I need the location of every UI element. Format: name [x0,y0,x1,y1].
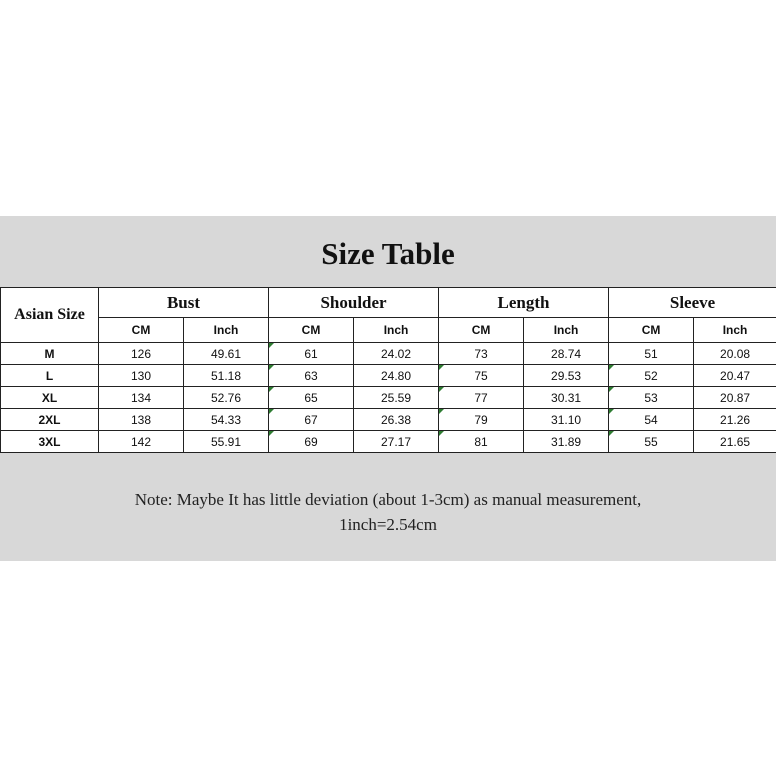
table-cell: 61 [269,343,354,365]
unit-header-row [1,318,776,343]
table-cell: 30.31 [524,387,609,409]
table-cell: 26.38 [354,409,439,431]
table-cell: 55.91 [184,431,269,453]
table-row [1,387,776,409]
page-title: Size Table [321,236,455,271]
unit-header-cm: CM [609,318,694,343]
unit-header-inch: Inch [354,318,439,343]
table-cell: 138 [99,409,184,431]
size-cell: M [1,343,99,365]
size-cell: 3XL [1,431,99,453]
table-cell: 25.59 [354,387,439,409]
note-line: Note: Maybe It has little deviation (about 1-3cm) as manual measurement, [134,490,642,509]
table-cell: 51.18 [184,365,269,387]
table-cell: 24.80 [354,365,439,387]
asian-size-header: Asian Size [1,288,99,343]
table-cell: 31.10 [524,409,609,431]
size-table [0,287,776,453]
table-cell: 54.33 [184,409,269,431]
table-cell: 28.74 [524,343,609,365]
table-cell: 130 [99,365,184,387]
length-header: Length [439,288,609,318]
table-cell: 31.89 [524,431,609,453]
table-cell: 52.76 [184,387,269,409]
unit-header-cm: CM [269,318,354,343]
table-cell: 69 [269,431,354,453]
note-line: 1inch=2.54cm [339,515,437,534]
measurement-note [0,487,776,537]
table-cell: 24.02 [354,343,439,365]
table-cell: 79 [439,409,524,431]
table-row [1,343,776,365]
table-row [1,409,776,431]
sleeve-header: Sleeve [609,288,776,318]
table-cell: 29.53 [524,365,609,387]
table-cell: 51 [609,343,694,365]
table-cell: 73 [439,343,524,365]
size-cell: XL [1,387,99,409]
table-cell: 54 [609,409,694,431]
table-cell: 53 [609,387,694,409]
table-cell: 52 [609,365,694,387]
table-row [1,365,776,387]
table-cell: 27.17 [354,431,439,453]
table-cell: 21.65 [694,431,776,453]
bust-header: Bust [99,288,269,318]
table-cell: 49.61 [184,343,269,365]
table-cell: 20.47 [694,365,776,387]
table-cell: 77 [439,387,524,409]
group-header-row [1,288,776,318]
table-cell: 63 [269,365,354,387]
table-cell: 81 [439,431,524,453]
unit-header-inch: Inch [184,318,269,343]
table-cell: 20.08 [694,343,776,365]
table-cell: 65 [269,387,354,409]
unit-header-inch: Inch [524,318,609,343]
table-row [1,431,776,453]
unit-header-inch: Inch [694,318,776,343]
table-cell: 55 [609,431,694,453]
unit-header-cm: CM [439,318,524,343]
table-cell: 75 [439,365,524,387]
size-cell: 2XL [1,409,99,431]
table-cell: 21.26 [694,409,776,431]
table-cell: 67 [269,409,354,431]
table-cell: 20.87 [694,387,776,409]
table-cell: 142 [99,431,184,453]
shoulder-header: Shoulder [269,288,439,318]
table-cell: 126 [99,343,184,365]
size-cell: L [1,365,99,387]
table-cell: 134 [99,387,184,409]
unit-header-cm: CM [99,318,184,343]
